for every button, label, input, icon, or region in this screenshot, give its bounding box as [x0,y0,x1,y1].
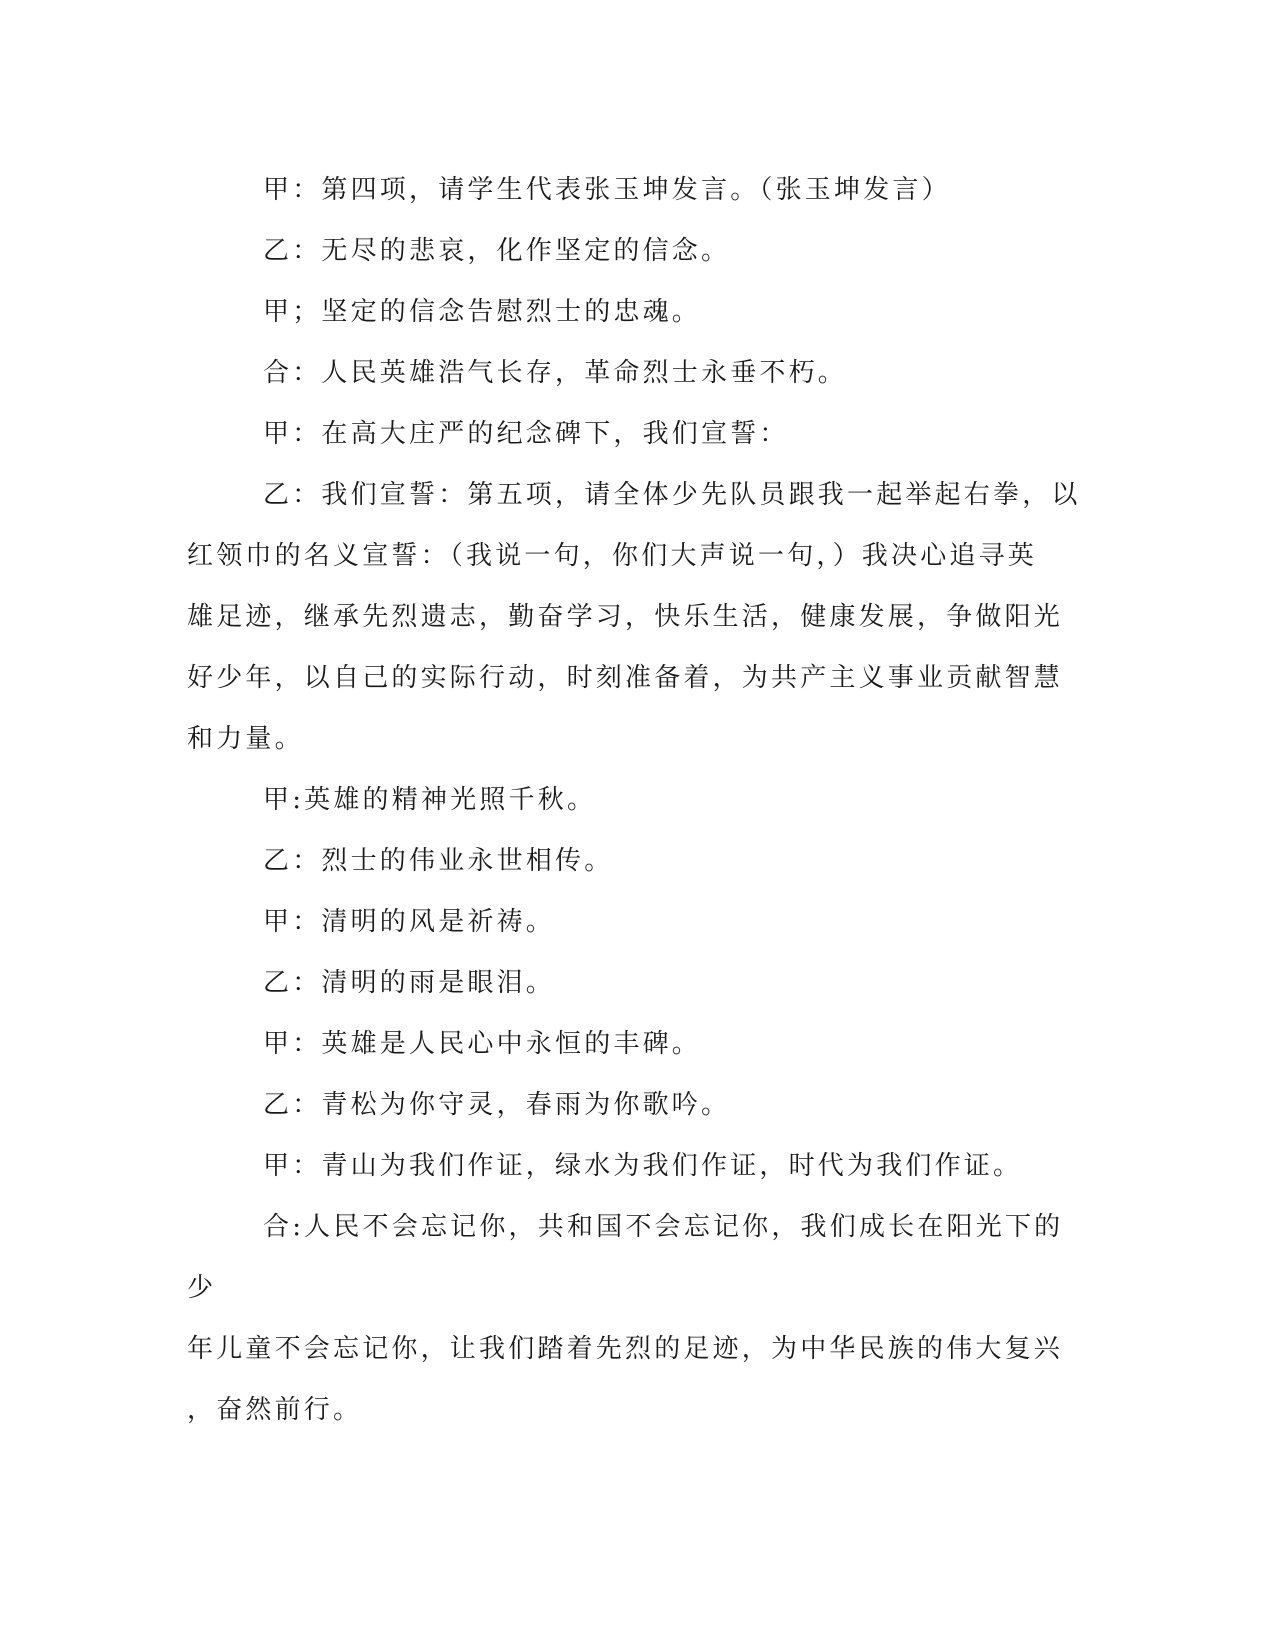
paragraph-5 [187,404,1087,465]
paragraph-line: 甲：在高大庄严的纪念碑下，我们宣誓： [263,419,789,449]
paragraph-line: 好少年，以自己的实际行动，时刻准备着，为共产主义事业贡献智慧 [187,663,1064,693]
paragraph-line: 乙：无尽的悲哀，化作坚定的信念。 [263,236,731,266]
paragraph-line: 甲：清明的风是祈祷。 [263,907,556,937]
paragraph-10 [187,953,1087,1014]
paragraph-14 [187,1197,1087,1441]
document-body [187,160,1087,1441]
paragraph-9 [187,892,1087,953]
paragraph-line: 乙：我们宣誓：第五项，请全体少先队员跟我一起举起右拳，以 [263,480,1081,510]
paragraph-8 [187,831,1087,892]
paragraph-3 [187,282,1087,343]
paragraph-line: 甲：英雄是人民心中永恒的丰碑。 [263,1029,702,1059]
paragraph-line: 年儿童不会忘记你，让我们踏着先烈的足迹，为中华民族的伟大复兴 [187,1334,1064,1364]
paragraph-2 [187,221,1087,282]
paragraph-line: 甲:英雄的精神光照千秋。 [263,785,597,815]
paragraph-line: 甲：第四项，请学生代表张玉坤发言。（张玉坤发言） [263,175,951,205]
paragraph-7 [187,770,1087,831]
paragraph-12 [187,1075,1087,1136]
paragraph-1 [187,160,1087,221]
paragraph-line: ，奋然前行。 [187,1395,363,1425]
paragraph-line: 乙：青松为你守灵，春雨为你歌吟。 [263,1090,731,1120]
paragraph-line: 和力量。 [187,724,304,754]
paragraph-11 [187,1014,1087,1075]
paragraph-4 [187,343,1087,404]
paragraph-line: 合：人民英雄浩气长存，革命烈士永垂不朽。 [263,358,848,388]
paragraph-line: 甲；坚定的信念告慰烈士的忠魂。 [263,297,702,327]
paragraph-line: 甲：青山为我们作证，绿水为我们作证，时代为我们作证。 [263,1151,1023,1181]
paragraph-line: 合:人民不会忘记你，共和国不会忘记你，我们成长在阳光下的少 [187,1212,1064,1303]
paragraph-line: 红领巾的名义宣誓：（我说一句，你们大声说一句，）我决心追寻英 [187,541,1038,571]
paragraph-line: 雄足迹，继承先烈遗志，勤奋学习，快乐生活，健康发展，争做阳光 [187,602,1064,632]
paragraph-13 [187,1136,1087,1197]
paragraph-line: 乙：烈士的伟业永世相传。 [263,846,614,876]
paragraph-line: 乙：清明的雨是眼泪。 [263,968,556,998]
paragraph-6 [187,465,1087,770]
